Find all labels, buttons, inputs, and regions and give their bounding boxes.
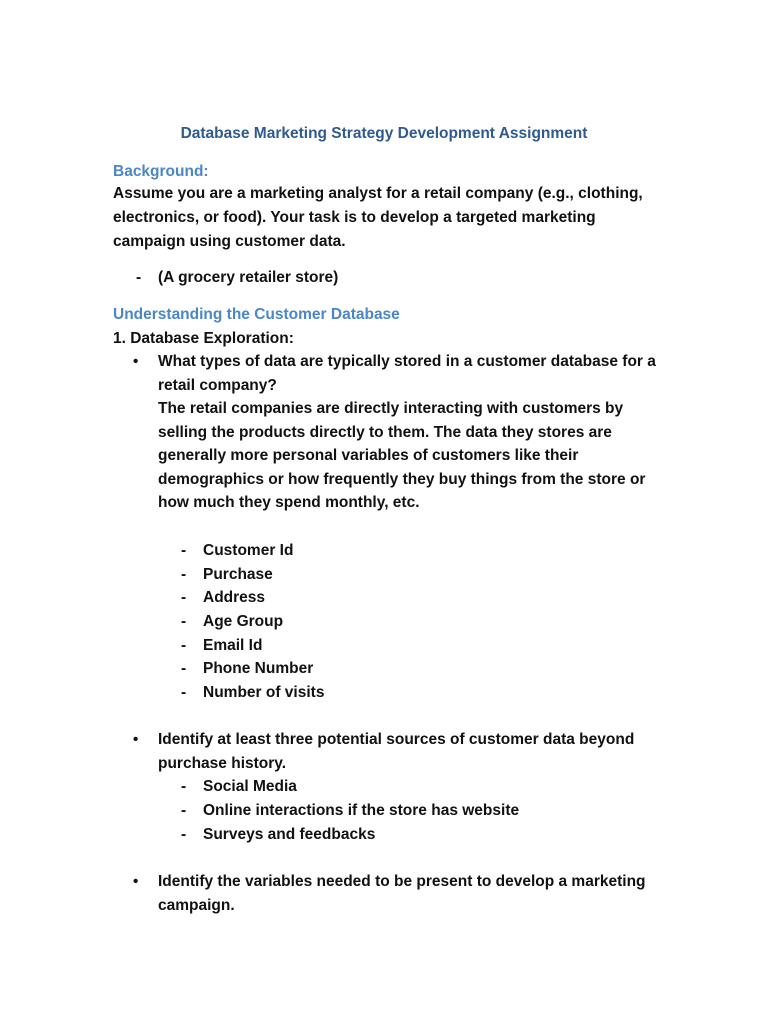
list-item: Customer Id (203, 542, 294, 559)
q1-answer: The retail companies are directly interacting with customers by selling the products directly to them. The data they stores are generally more personal variables of customers like their demographics or how frequently they buy things from the store or how much they spend monthly, etc. (158, 400, 646, 512)
list-item: Purchase (203, 566, 273, 583)
list-item: Social Media (203, 778, 297, 795)
q1-question: What types of data are typically stored in a customer database for a retail company? (158, 353, 656, 394)
list-item: Age Group (203, 613, 284, 630)
dash-marker: - (181, 660, 187, 677)
subsection-heading: 1. Database Exploration: (113, 330, 294, 347)
q2-question: Identify at least three potential sources of customer data beyond purchase history. (158, 731, 635, 772)
dash-marker: - (181, 589, 187, 606)
bullet-marker: • (133, 873, 139, 890)
dash-marker: - (181, 566, 187, 583)
dash-marker: - (181, 778, 187, 795)
list-item: Surveys and feedbacks (203, 826, 376, 843)
dash-marker: - (181, 542, 187, 559)
list-item: Address (203, 589, 266, 606)
list-item: Email Id (203, 637, 263, 654)
document-title: Database Marketing Strategy Development Assignment (180, 125, 588, 142)
dash-marker: - (136, 269, 142, 286)
list-item: Phone Number (203, 660, 314, 677)
dash-marker: - (181, 613, 187, 630)
bullet-marker: • (133, 731, 139, 748)
bullet-marker: • (133, 353, 139, 370)
dash-marker: - (181, 637, 187, 654)
list-item: Online interactions if the store has website (203, 802, 520, 819)
background-answer: (A grocery retailer store) (158, 269, 339, 286)
section-heading: Understanding the Customer Database (113, 306, 400, 323)
background-heading: Background: (113, 163, 209, 180)
dash-marker: - (181, 684, 187, 701)
dash-marker: - (181, 802, 187, 819)
list-item: Number of visits (203, 684, 325, 701)
background-paragraph: Assume you are a marketing analyst for a retail company (e.g., clothing, electronics, or food). Your task is to develop a targeted marketing campaign using customer data. (113, 185, 643, 250)
dash-marker: - (181, 826, 187, 843)
q3-question: Identify the variables needed to be present to develop a marketing campaign. (158, 873, 646, 914)
